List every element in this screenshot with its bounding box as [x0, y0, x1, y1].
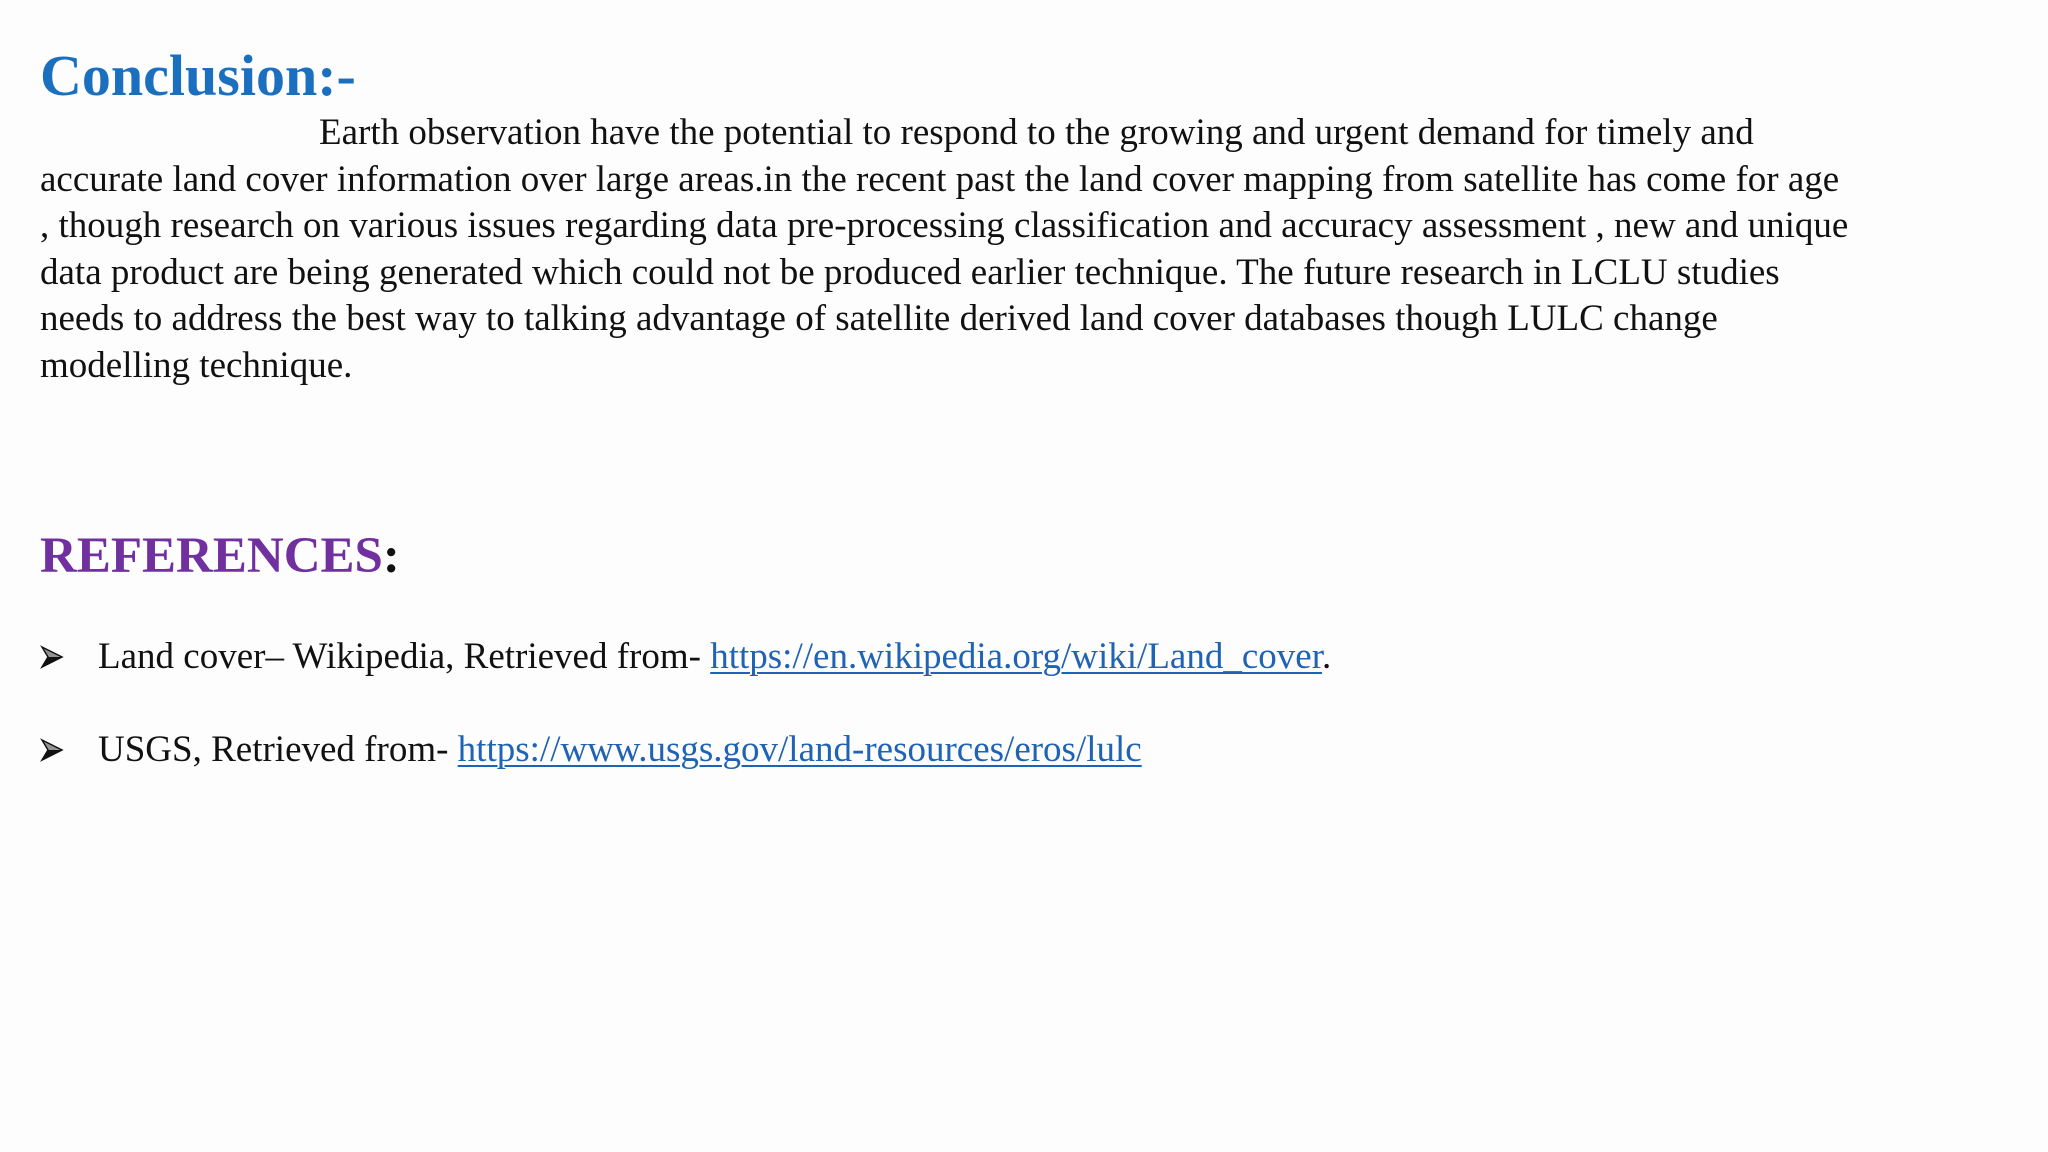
paragraph-line: , though research on various issues regarding data pre-processing classification and accuracy assessment , new and unique: [40, 205, 1849, 246]
conclusion-paragraph: [40, 110, 2000, 389]
reference-text: Land cover– Wikipedia, Retrieved from-: [98, 636, 711, 677]
references-heading: [40, 520, 400, 592]
paragraph-line: data product are being generated which could not be produced earlier technique. The future research in LCLU studies: [40, 251, 1780, 293]
references-list: [40, 632, 1331, 775]
reference-item-wikipedia: [40, 632, 1331, 682]
arrowhead-bullet-icon: [40, 738, 64, 762]
paragraph-line: needs to address the best way to talking advantage of satellite derived land cover databases though LULC change: [40, 298, 1718, 339]
wikipedia-link[interactable]: https://en.wikipedia.org/wiki/Land_cover: [710, 636, 1322, 677]
reference-item-usgs: [40, 725, 1331, 775]
arrowhead-bullet-icon: [40, 645, 64, 669]
paragraph-line: modelling technique.: [40, 344, 353, 386]
usgs-link[interactable]: https://www.usgs.gov/land-resources/eros/lulc: [457, 729, 1142, 770]
paragraph-line: Earth observation have the potential to respond to the growing and urgent demand for timely and: [319, 112, 1754, 153]
references-heading-colon: :: [382, 528, 400, 584]
conclusion-heading: Conclusion:-: [40, 43, 356, 108]
references-heading-text: REFERENCES: [40, 528, 383, 584]
reference-suffix: .: [1321, 636, 1332, 677]
reference-text: USGS, Retrieved from-: [98, 729, 458, 770]
paragraph-line: accurate land cover information over large areas.in the recent past the land cover mapping from satellite has come for age: [40, 158, 1840, 200]
